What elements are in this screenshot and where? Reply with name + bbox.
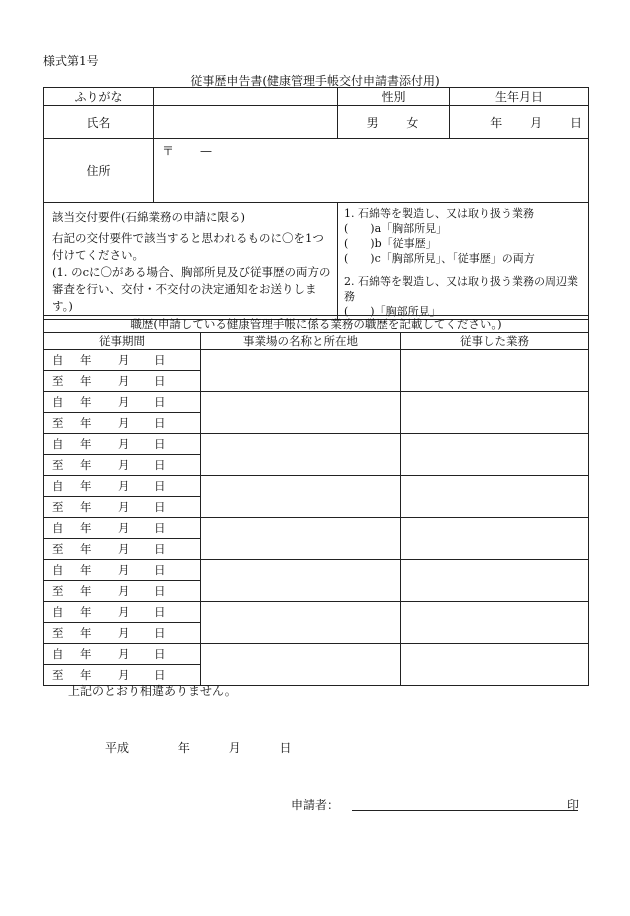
requirement-1b[interactable]: ( )b「従事歴」 <box>344 237 437 250</box>
gender-male[interactable]: 男 <box>366 115 381 130</box>
period-to[interactable]: 至 年 月 日 <box>44 371 201 392</box>
name-label: 氏名 <box>44 106 154 139</box>
dob-year: 年 <box>490 115 503 130</box>
duty-field[interactable] <box>401 560 589 602</box>
name-field[interactable] <box>154 106 338 139</box>
dob-field[interactable] <box>450 106 589 139</box>
history-entry-row <box>44 560 589 581</box>
dob-label: 生年月日 <box>450 88 589 106</box>
duty-field[interactable] <box>401 434 589 476</box>
period-header: 従事期間 <box>44 333 201 350</box>
requirement-2: 2. 石綿等を製造し、又は取り扱う業務の周辺業務 <box>344 275 578 303</box>
workplace-field[interactable] <box>201 560 401 602</box>
history-title: 職歴(申請している健康管理手帳に係る業務の職歴を記載してください。) <box>44 316 589 333</box>
period-to[interactable]: 至 年 月 日 <box>44 539 201 560</box>
workplace-field[interactable] <box>201 350 401 392</box>
period-to[interactable]: 至 年 月 日 <box>44 623 201 644</box>
requirements-options <box>338 203 589 320</box>
date-day: 日 <box>279 741 292 755</box>
work-history-table <box>43 315 589 686</box>
requirement-1a[interactable]: ( )a「胸部所見」 <box>344 222 448 235</box>
history-entry-row <box>44 518 589 539</box>
dob-month: 月 <box>530 115 543 130</box>
applicant-info-table <box>43 87 589 320</box>
period-to[interactable]: 至 年 月 日 <box>44 581 201 602</box>
gender-options[interactable] <box>338 106 450 139</box>
date-era: 平成 <box>105 741 130 755</box>
history-entry-row <box>44 602 589 623</box>
duty-field[interactable] <box>401 644 589 686</box>
requirements-note: (1. のcに〇がある場合、胸部所見及び従事歴の両方の審査を行い、交付・不交付の決定通知をお送りします。) <box>52 265 331 313</box>
document-title: 従事歴申告書(健康管理手帳交付申請書添付用) <box>190 74 440 88</box>
furigana-label: ふりがな <box>44 88 154 106</box>
address-field[interactable] <box>154 139 589 203</box>
workplace-field[interactable] <box>201 602 401 644</box>
period-from[interactable]: 自 年 月 日 <box>44 476 201 497</box>
gender-label: 性別 <box>338 88 450 106</box>
history-entry-row <box>44 392 589 413</box>
form-number: 様式第1号 <box>43 54 99 68</box>
submission-date[interactable] <box>105 739 319 756</box>
date-month: 月 <box>228 741 241 755</box>
requirement-1: 1. 石綿等を製造し、又は取り扱う業務 <box>344 207 534 220</box>
applicant-label: 申請者： <box>291 798 340 812</box>
postal-dash: — <box>200 144 213 158</box>
requirement-2a[interactable]: ( )「胸部所見」 <box>344 305 441 318</box>
history-entry-row <box>44 350 589 371</box>
workplace-header: 事業場の名称と所在地 <box>201 333 401 350</box>
workplace-field[interactable] <box>201 392 401 434</box>
period-from[interactable]: 自 年 月 日 <box>44 602 201 623</box>
duty-header: 従事した業務 <box>401 333 589 350</box>
history-entry-row <box>44 644 589 665</box>
dob-day: 日 <box>569 115 582 130</box>
history-entry-row <box>44 434 589 455</box>
duty-field[interactable] <box>401 518 589 560</box>
period-to[interactable]: 至 年 月 日 <box>44 455 201 476</box>
workplace-field[interactable] <box>201 518 401 560</box>
period-from[interactable]: 自 年 月 日 <box>44 434 201 455</box>
requirements-body: 右記の交付要件で該当すると思われるものに〇を1つ付けてください。 <box>52 231 324 262</box>
period-from[interactable]: 自 年 月 日 <box>44 644 201 665</box>
duty-field[interactable] <box>401 602 589 644</box>
period-from[interactable]: 自 年 月 日 <box>44 392 201 413</box>
duty-field[interactable] <box>401 476 589 518</box>
gender-female[interactable]: 女 <box>406 115 421 130</box>
workplace-field[interactable] <box>201 476 401 518</box>
period-to[interactable]: 至 年 月 日 <box>44 413 201 434</box>
history-entry-row <box>44 476 589 497</box>
address-label: 住所 <box>44 139 154 203</box>
duty-field[interactable] <box>401 392 589 434</box>
applicant-signature-line[interactable] <box>352 810 578 811</box>
seal-mark: 印 <box>567 798 580 812</box>
period-from[interactable]: 自 年 月 日 <box>44 518 201 539</box>
workplace-field[interactable] <box>201 644 401 686</box>
requirements-instructions <box>44 203 338 320</box>
period-to[interactable]: 至 年 月 日 <box>44 497 201 518</box>
duty-field[interactable] <box>401 350 589 392</box>
confirmation-text: 上記のとおり相違ありません。 <box>68 684 237 698</box>
workplace-field[interactable] <box>201 434 401 476</box>
period-from[interactable]: 自 年 月 日 <box>44 560 201 581</box>
date-year: 年 <box>177 741 190 755</box>
period-from[interactable]: 自 年 月 日 <box>44 350 201 371</box>
requirement-1c[interactable]: ( )c「胸部所見」、「従事歴」の両方 <box>344 252 535 265</box>
postal-mark: 〒 <box>162 144 175 158</box>
furigana-field[interactable] <box>154 88 338 106</box>
period-to[interactable]: 至 年 月 日 <box>44 665 201 686</box>
requirements-title: 該当交付要件(石綿業務の申請に限る) <box>52 210 245 224</box>
